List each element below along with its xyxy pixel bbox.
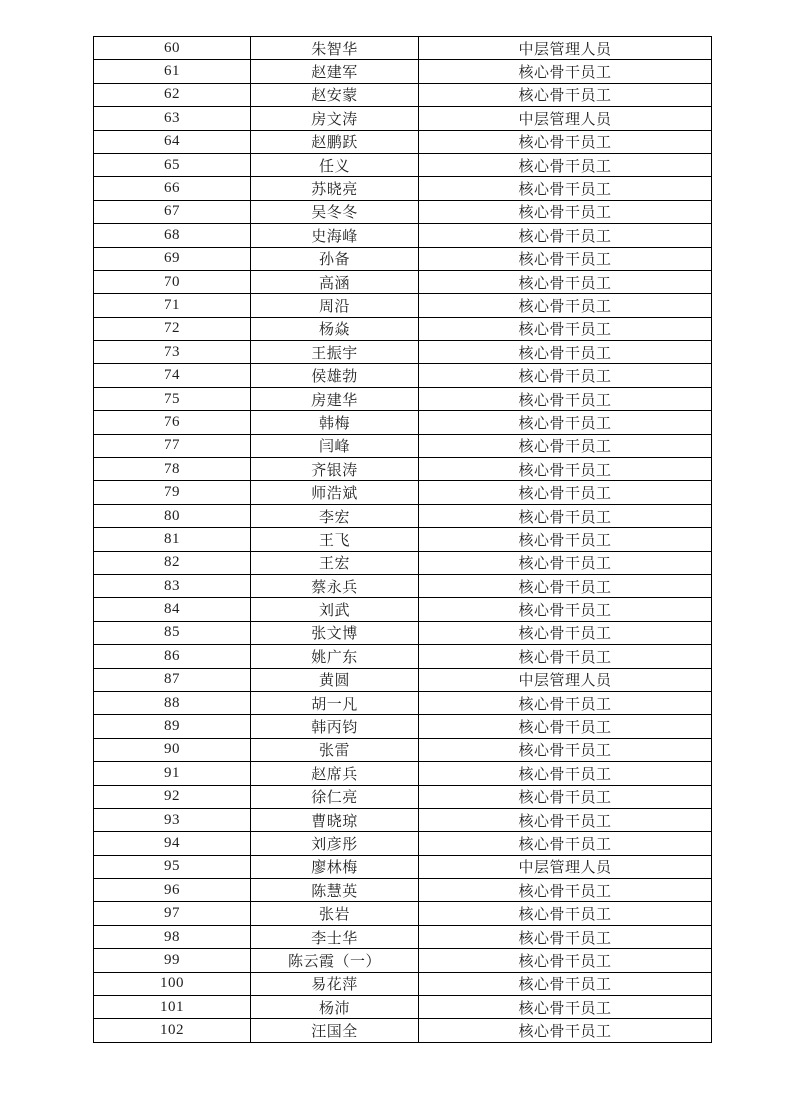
name-cell: 姚广东: [251, 645, 419, 668]
name-cell: 黄圆: [251, 668, 419, 691]
table-row: [94, 107, 712, 130]
index-cell: 61: [94, 60, 251, 83]
table-row: [94, 200, 712, 223]
name-cell: 孙备: [251, 247, 419, 270]
table-row: [94, 738, 712, 761]
category-cell: 核心骨干员工: [419, 832, 712, 855]
index-cell: 88: [94, 691, 251, 714]
category-cell: 核心骨干员工: [419, 341, 712, 364]
category-cell: 核心骨干员工: [419, 902, 712, 925]
category-cell: 核心骨干员工: [419, 996, 712, 1019]
index-cell: 67: [94, 200, 251, 223]
index-cell: 91: [94, 762, 251, 785]
table-row: [94, 247, 712, 270]
employee-roster-table-body: [94, 37, 712, 1043]
table-row: [94, 598, 712, 621]
name-cell: 张岩: [251, 902, 419, 925]
name-cell: 王振宇: [251, 341, 419, 364]
index-cell: 89: [94, 715, 251, 738]
name-cell: 赵席兵: [251, 762, 419, 785]
table-row: [94, 668, 712, 691]
table-row: [94, 317, 712, 340]
index-cell: 98: [94, 925, 251, 948]
name-cell: 韩丙钧: [251, 715, 419, 738]
category-cell: 核心骨干员工: [419, 691, 712, 714]
table-row: [94, 364, 712, 387]
name-cell: 赵建军: [251, 60, 419, 83]
index-cell: 62: [94, 83, 251, 106]
name-cell: 李宏: [251, 504, 419, 527]
table-row: [94, 60, 712, 83]
index-cell: 77: [94, 434, 251, 457]
name-cell: 赵安蒙: [251, 83, 419, 106]
index-cell: 92: [94, 785, 251, 808]
name-cell: 韩梅: [251, 411, 419, 434]
category-cell: 核心骨干员工: [419, 1019, 712, 1042]
table-row: [94, 294, 712, 317]
name-cell: 房建华: [251, 387, 419, 410]
index-cell: 63: [94, 107, 251, 130]
name-cell: 蔡永兵: [251, 574, 419, 597]
table-row: [94, 785, 712, 808]
name-cell: 胡一凡: [251, 691, 419, 714]
category-cell: 中层管理人员: [419, 37, 712, 60]
table-row: [94, 551, 712, 574]
index-cell: 75: [94, 387, 251, 410]
name-cell: 廖林梅: [251, 855, 419, 878]
index-cell: 65: [94, 153, 251, 176]
category-cell: 核心骨干员工: [419, 645, 712, 668]
table-row: [94, 481, 712, 504]
category-cell: 核心骨干员工: [419, 200, 712, 223]
table-row: [94, 504, 712, 527]
name-cell: 王飞: [251, 528, 419, 551]
name-cell: 汪国全: [251, 1019, 419, 1042]
index-cell: 87: [94, 668, 251, 691]
name-cell: 李士华: [251, 925, 419, 948]
name-cell: 王宏: [251, 551, 419, 574]
table-row: [94, 387, 712, 410]
table-row: [94, 762, 712, 785]
category-cell: 核心骨干员工: [419, 458, 712, 481]
index-cell: 102: [94, 1019, 251, 1042]
table-row: [94, 715, 712, 738]
table-row: [94, 645, 712, 668]
name-cell: 刘武: [251, 598, 419, 621]
name-cell: 侯雄勃: [251, 364, 419, 387]
category-cell: 核心骨干员工: [419, 60, 712, 83]
index-cell: 74: [94, 364, 251, 387]
table-row: [94, 270, 712, 293]
index-cell: 95: [94, 855, 251, 878]
table-row: [94, 224, 712, 247]
category-cell: 核心骨干员工: [419, 481, 712, 504]
category-cell: 核心骨干员工: [419, 621, 712, 644]
category-cell: 核心骨干员工: [419, 364, 712, 387]
name-cell: 吴冬冬: [251, 200, 419, 223]
table-row: [94, 434, 712, 457]
table-row: [94, 130, 712, 153]
name-cell: 易花萍: [251, 972, 419, 995]
index-cell: 81: [94, 528, 251, 551]
index-cell: 101: [94, 996, 251, 1019]
category-cell: 核心骨干员工: [419, 177, 712, 200]
category-cell: 核心骨干员工: [419, 715, 712, 738]
index-cell: 76: [94, 411, 251, 434]
table-row: [94, 411, 712, 434]
index-cell: 78: [94, 458, 251, 481]
index-cell: 99: [94, 949, 251, 972]
category-cell: 核心骨干员工: [419, 247, 712, 270]
category-cell: 核心骨干员工: [419, 270, 712, 293]
table-row: [94, 949, 712, 972]
category-cell: 中层管理人员: [419, 855, 712, 878]
name-cell: 张文博: [251, 621, 419, 644]
table-row: [94, 341, 712, 364]
index-cell: 93: [94, 808, 251, 831]
index-cell: 80: [94, 504, 251, 527]
category-cell: 核心骨干员工: [419, 434, 712, 457]
name-cell: 任义: [251, 153, 419, 176]
category-cell: 核心骨干员工: [419, 925, 712, 948]
category-cell: 核心骨干员工: [419, 949, 712, 972]
table-row: [94, 528, 712, 551]
name-cell: 徐仁亮: [251, 785, 419, 808]
index-cell: 64: [94, 130, 251, 153]
category-cell: 核心骨干员工: [419, 83, 712, 106]
name-cell: 陈云霞（一）: [251, 949, 419, 972]
name-cell: 苏晓亮: [251, 177, 419, 200]
name-cell: 朱智华: [251, 37, 419, 60]
table-row: [94, 925, 712, 948]
name-cell: 房文涛: [251, 107, 419, 130]
table-row: [94, 832, 712, 855]
index-cell: 69: [94, 247, 251, 270]
table-row: [94, 574, 712, 597]
index-cell: 73: [94, 341, 251, 364]
category-cell: 核心骨干员工: [419, 317, 712, 340]
index-cell: 71: [94, 294, 251, 317]
name-cell: 陈慧英: [251, 879, 419, 902]
employee-roster-table: [93, 36, 712, 1043]
table-row: [94, 691, 712, 714]
index-cell: 85: [94, 621, 251, 644]
category-cell: 核心骨干员工: [419, 972, 712, 995]
index-cell: 84: [94, 598, 251, 621]
table-row: [94, 153, 712, 176]
category-cell: 核心骨干员工: [419, 762, 712, 785]
table-row: [94, 996, 712, 1019]
table-row: [94, 621, 712, 644]
category-cell: 核心骨干员工: [419, 785, 712, 808]
name-cell: 高涵: [251, 270, 419, 293]
category-cell: 核心骨干员工: [419, 528, 712, 551]
name-cell: 张雷: [251, 738, 419, 761]
index-cell: 68: [94, 224, 251, 247]
category-cell: 中层管理人员: [419, 668, 712, 691]
name-cell: 齐银涛: [251, 458, 419, 481]
category-cell: 核心骨干员工: [419, 504, 712, 527]
name-cell: 杨焱: [251, 317, 419, 340]
table-row: [94, 879, 712, 902]
index-cell: 83: [94, 574, 251, 597]
index-cell: 96: [94, 879, 251, 902]
table-row: [94, 855, 712, 878]
category-cell: 核心骨干员工: [419, 738, 712, 761]
table-row: [94, 37, 712, 60]
category-cell: 核心骨干员工: [419, 130, 712, 153]
index-cell: 97: [94, 902, 251, 925]
category-cell: 核心骨干员工: [419, 574, 712, 597]
category-cell: 核心骨干员工: [419, 153, 712, 176]
table-row: [94, 902, 712, 925]
index-cell: 82: [94, 551, 251, 574]
index-cell: 70: [94, 270, 251, 293]
category-cell: 核心骨干员工: [419, 387, 712, 410]
index-cell: 86: [94, 645, 251, 668]
index-cell: 100: [94, 972, 251, 995]
table-row: [94, 972, 712, 995]
index-cell: 90: [94, 738, 251, 761]
name-cell: 闫峰: [251, 434, 419, 457]
category-cell: 核心骨干员工: [419, 879, 712, 902]
index-cell: 66: [94, 177, 251, 200]
table-row: [94, 177, 712, 200]
name-cell: 杨沛: [251, 996, 419, 1019]
category-cell: 核心骨干员工: [419, 224, 712, 247]
name-cell: 史海峰: [251, 224, 419, 247]
index-cell: 94: [94, 832, 251, 855]
category-cell: 核心骨干员工: [419, 294, 712, 317]
table-row: [94, 808, 712, 831]
name-cell: 周沿: [251, 294, 419, 317]
table-row: [94, 83, 712, 106]
table-row: [94, 458, 712, 481]
category-cell: 核心骨干员工: [419, 808, 712, 831]
index-cell: 72: [94, 317, 251, 340]
name-cell: 刘彦彤: [251, 832, 419, 855]
category-cell: 核心骨干员工: [419, 551, 712, 574]
name-cell: 曹晓琼: [251, 808, 419, 831]
index-cell: 60: [94, 37, 251, 60]
table-row: [94, 1019, 712, 1042]
category-cell: 中层管理人员: [419, 107, 712, 130]
category-cell: 核心骨干员工: [419, 598, 712, 621]
name-cell: 师浩斌: [251, 481, 419, 504]
index-cell: 79: [94, 481, 251, 504]
name-cell: 赵鹏跃: [251, 130, 419, 153]
category-cell: 核心骨干员工: [419, 411, 712, 434]
